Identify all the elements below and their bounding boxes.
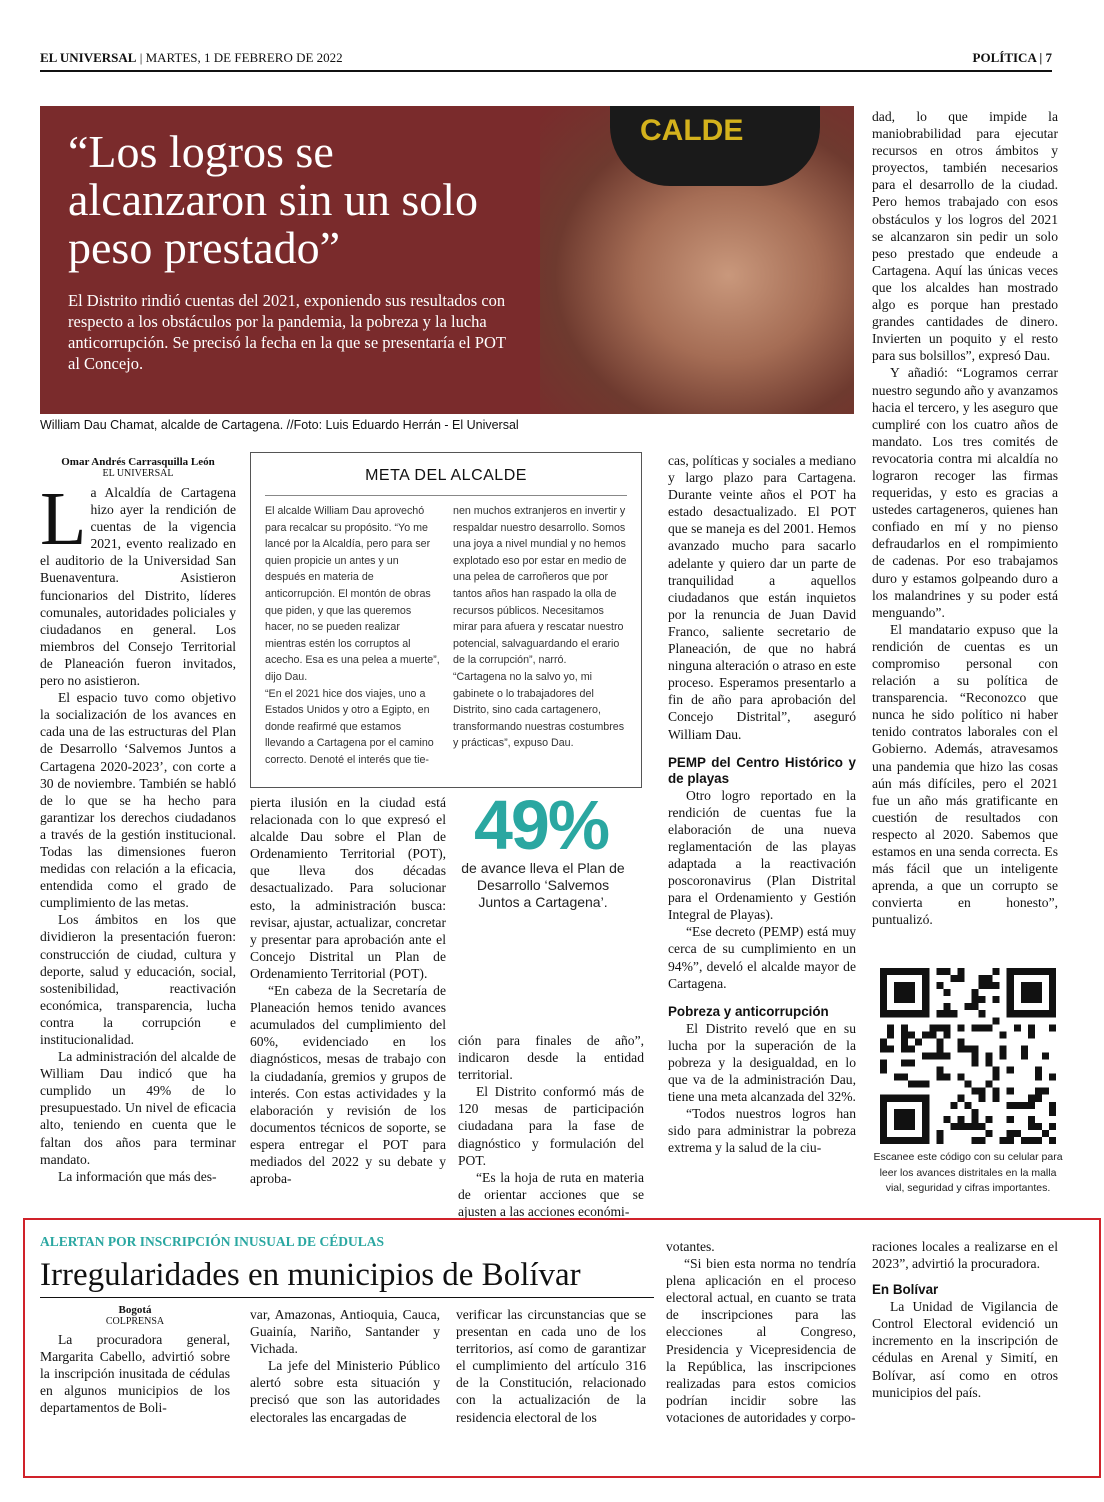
- paragraph: La jefe del Ministerio Público alertó sobre esta situación y precisó que son las autoridades electorales las encargadas de: [250, 1358, 440, 1425]
- paragraph: “Ese decreto (PEMP) está muy cerca de su cumplimiento en un 94%”, develó el alcalde mayor de Cartagena.: [668, 924, 856, 991]
- column-3: [458, 1032, 644, 1220]
- paragraph: “En cabeza de la Secretaría de Planeación hemos tenido avances acumulados del cumplimiento del 60%, evidenciado en los diagnósticos, mesas de trabajo con la ciudadanía, gremios y grupos de interés. Con estas actividades y la elaboración y revisión de los documentos técnicos de soporte, se espera entregar el POT para mediados del 2022 y su debate y aproba-: [250, 983, 446, 1187]
- paragraph: votantes.: [666, 1239, 715, 1254]
- section-name: POLÍTICA: [972, 50, 1037, 65]
- page-number: 7: [1045, 50, 1052, 65]
- paragraph: El espacio tuvo como objetivo la socialización de los avances en cada una de las estructuras del Plan de Desarrollo ‘Salvemos Juntos a Cartagena 2020-2023’, con corte a 30 de noviembre. También se habló de lo que se ha hecho para garantizar los derechos ciudadanos a través de la gestión institucional. Todas las dimensiones fueron medidas con relación a la eficacia, entendida como el grado de cumplimiento de las metas.: [40, 690, 236, 911]
- paragraph: pierta ilusión en la ciudad está relacionada con lo que expresó el alcalde Dau sobre el Plan de Ordenamiento Territorial (POT), que lleva dos décadas desactualizado. Para solucionar esto, la administración busca: revisar, ajustar, actualizar, concretar y presentar para aprobación ante el Concejo Distrital un Plan de Ordenamiento Territorial (POT).: [250, 795, 446, 981]
- dateline-source: COLPRENSA: [105, 1316, 165, 1327]
- sidebar-rule: [265, 495, 627, 496]
- paragraph: Los ámbitos en los que dividieron la presentación fueron: construcción de ciudad, cultura y deporte, salud y educación, social, sostenibilidad, reactivación económica, transparencia, lucha contra la corrupción e institucionalidad.: [40, 912, 236, 1047]
- cap-logo-text: CALDE: [640, 114, 744, 147]
- sidebar-col-2: [453, 503, 629, 752]
- qr-caption: Escanee este código con su celular para leer los avances distritales en la malla vial, seguridad y cifras importantes.: [873, 1151, 1063, 1194]
- stat-value: 49%: [474, 786, 609, 864]
- article-col-2: [250, 1306, 440, 1426]
- sidebar-paragraph: El alcalde William Dau aprovechó para recalcar su propósito. “Yo me lancé por la Alcaldía, pero para ser quien propicie un antes y un después en materia de anticorrupción. El montón de obras que piden, y que las queremos hacer, no se pueden realizar mientras estén los corruptos al acecho. Esa es una pelea a muerte”, dijo Dau.: [265, 505, 440, 683]
- paragraph: var, Amazonas, Antioquia, Cauca, Guainía, Nariño, Santander y Vichada.: [250, 1307, 440, 1357]
- photo-caption: William Dau Chamat, alcalde de Cartagena. //Foto: Luis Eduardo Herrán - El Universal: [40, 418, 519, 432]
- paragraph: cas, políticas y sociales a mediano y largo plazo para Cartagena. Durante veinte años el POT ha estado desactualizado. El POT que se maneja es del 2001. Hemos avanzado mucho para sacarlo adelante y quiero dar un parte de tranquilidad a aquellos ciudadanos que están inquietos por la renuncia de Juan David Franco, saliente secretario de Planeación, de que no habrá ninguna alteración o atraso en este proceso. Esperamos presentarlo a fin de año para aprobación del Concejo Distrital”, aseguró William Dau.: [668, 453, 856, 742]
- edition-date: MARTES, 1 DE FEBRERO DE 2022: [145, 50, 343, 65]
- subheading: En Bolívar: [872, 1282, 939, 1298]
- paragraph: verificar las circunstancias que se presentan en cada uno de los territorios, así como de garantizar el cumplimiento del artículo 316 de la Constitución, relacionado con la actualización de la residencia electoral de los: [456, 1307, 646, 1425]
- column-5: [872, 108, 1058, 929]
- subheading: Pobreza y anticorrupción: [668, 1003, 829, 1019]
- paragraph: La administración del alcalde de William Dau indicó que ha cumplido un 49% de lo presupuestado. Un nivel de eficacia alto, teniendo en cuenta que le faltan dos años para terminar mandato.: [40, 1049, 236, 1167]
- article-title: Irregularidades en municipios de Bolívar: [40, 1257, 581, 1293]
- sidebar-paragraph: “En el 2021 hice dos viajes, uno a Estados Unidos y otro a Egipto, en donde reafirmé que estamos llevando a Cartagena por el camino correcto. Denoté el interés que tie-: [265, 687, 434, 766]
- paragraph: dad, lo que impide la maniobrabilidad para ejecutar recursos en otros ámbitos y proyectos, también necesarios para el desarrollo de la ciudad. Pero hemos trabajado con esos obstáculos y los logros del 2021 se alcanzaron sin pedir un solo peso prestado que endeude a Cartagena. Aquí las únicas veces que los alcaldes han mostrado algo es porque han prestado grandes cantidades de dinero. Invierten un poquito y el resto para sus bolsillos”, expresó Dau.: [872, 109, 1058, 364]
- sidebar-paragraph: “Cartagena no la salvo yo, mi gabinete o lo trabajadores del Distrito, sino cada cartagenero, transformando nuestras costumbres y prácticas”, expuso Dau.: [453, 670, 625, 750]
- paper-name: EL UNIVERSAL: [40, 50, 137, 65]
- article-col-5: [872, 1238, 1058, 1401]
- sidebar-title: META DEL ALCALDE: [365, 467, 527, 484]
- subheading: PEMP del Centro Histórico y de playas: [668, 754, 856, 786]
- paragraph: ción para finales de año”, indicaron desde la entidad territorial.: [458, 1033, 644, 1083]
- lede: El Distrito rindió cuentas del 2021, exponiendo sus resultados con respecto a los obstáculos por la pandemia, la pobreza y la lucha anticorrupción. Se precisó la fecha en la que se presentaría el POT al Concejo.: [68, 291, 506, 373]
- paragraph: La Unidad de Vigilancia de Control Electoral evidenció un incremento en la inscripción de cédulas en Arenal y Simití, en Bolívar, así como en otros municipios del país.: [872, 1299, 1058, 1400]
- sidebar-col-1: [265, 503, 441, 769]
- article-col-3: [456, 1306, 646, 1426]
- paragraph: El mandatario expuso que la rendición de cuentas es un compromiso personal con relación a su política de transparencia. “Reconozco que nunca he sido político ni haber tenido contratos laborales con el Gobierno. Además, atravesamos una pandemia que hizo las cosas aún más difíciles, pero el 2021 fue un año más gratificante en cuestión de resultados con respecto al 2020. Sabemos que estamos en una senda correcta. Es más fácil que un inteligente aprenda, a que un corrupto se convierta en honesto”, puntualizó.: [872, 621, 1058, 928]
- stat-text: de avance lleva el Plan de Desarrollo ‘Salvemos Juntos a Cartagena’.: [461, 860, 625, 910]
- paragraph: a Alcaldía de Cartagena hizo ayer la rendición de cuentas de la vigencia 2021, evento realizado en el auditorio de la Universidad San Buenaventura. Asistieron funcionarios del Distrito, líderes comunales, autoridades policiales y ciudadanos en general. Los miembros del Consejo Territorial de Planeación fueron invitados, pero no asistieron.: [40, 485, 236, 689]
- column-1: [40, 477, 236, 1185]
- qr-code-icon[interactable]: [880, 968, 1056, 1144]
- paragraph: “Si bien esta norma no tendría plena aplicación en el proceso electoral actual, en cuanto se trata de inscripciones para las elecciones al Congreso, Presidencia y Vicepresidencia de la República, las inscripciones realizadas para estos comicios podrían incidir sobre las votaciones de autoridades y corpo-: [666, 1256, 856, 1425]
- paragraph: “Todos nuestros logros han sido para administrar la pobreza extrema y la salud de la ciu-: [668, 1106, 856, 1156]
- paragraph: Otro logro reportado en la rendición de cuentas fue la elaboración de una nueva reglamentación de las playas adaptada a la reactivación poscoronavirus (Plan Distrital para el Ordenamiento y Gestión Integral de Playas).: [668, 787, 856, 923]
- page-header-left: EL UNIVERSAL | MARTES, 1 DE FEBRERO DE 2022: [40, 50, 343, 65]
- dateline: Bogotá: [118, 1304, 152, 1316]
- page-header-right: POLÍTICA | 7: [972, 50, 1052, 65]
- paragraph: La información que más des-: [58, 1168, 217, 1184]
- title-rule: [40, 1297, 654, 1298]
- article-col-1: [40, 1304, 230, 1416]
- headline: “Los logros se alcanzaron sin un solo peso prestado”: [68, 126, 479, 273]
- sidebar-box: [250, 452, 642, 788]
- article-kicker: ALERTAN POR INSCRIPCIÓN INUSUAL DE CÉDULAS: [40, 1234, 384, 1249]
- article-col-4: [666, 1238, 856, 1426]
- sidebar-paragraph: nen muchos extranjeros en invertir y respaldar nuestro desarrollo. Somos una joya a nivel mundial y no hemos explotado eso por estar en medio de una pelea de carroñeros que por tantos años han raspado la olla de recursos públicos. Necesitamos mirar para afuera y rescatar nuestro potencial, salvaguardando el erario de la corrupción”, narró.: [453, 505, 627, 667]
- paragraph: El Distrito reveló que en su lucha por la superación de la pobreza y la desigualdad, en lo que va de la administración Dau, tiene una meta alcanzada del 32%.: [668, 1020, 856, 1105]
- drop-cap: L: [40, 477, 87, 561]
- byline-name: Omar Andrés Carrasquilla León: [61, 456, 215, 468]
- paragraph: El Distrito conformó más de 120 mesas de participación ciudadana para la fase de diagnóstico y formulación del POT.: [458, 1084, 644, 1168]
- column-2: [250, 794, 446, 1187]
- paragraph: Y añadió: “Logramos cerrar nuestro segundo año y avanzamos hacia el tercero, y les aseguro que cumpliré con los cuatro años de mandato. Los tres comités de revocatoria contra mi alcaldía no lograron recoger las firmas requeridas, y esto es gracias a ustedes cartageneros, quienes han confiado en mí y no pienso defraudarlos en el rompimiento de cadenas. Por eso trabajamos duro y estamos golpeando duro a los malandrines y su poder está menguando”.: [872, 365, 1058, 620]
- paragraph: “Es la hoja de ruta en materia de orientar acciones que se ajusten a las acciones económi-: [458, 1169, 644, 1219]
- byline-source: EL UNIVERSAL: [102, 468, 174, 479]
- column-4: [668, 452, 856, 1156]
- paragraph: raciones locales a realizarse en el 2023”, advirtió la procuradora.: [872, 1239, 1058, 1272]
- paragraph: La procuradora general, Margarita Cabello, advirtió sobre la inscripción inusitada de cédulas en algunos municipios de los departamentos de Boli-: [40, 1332, 230, 1416]
